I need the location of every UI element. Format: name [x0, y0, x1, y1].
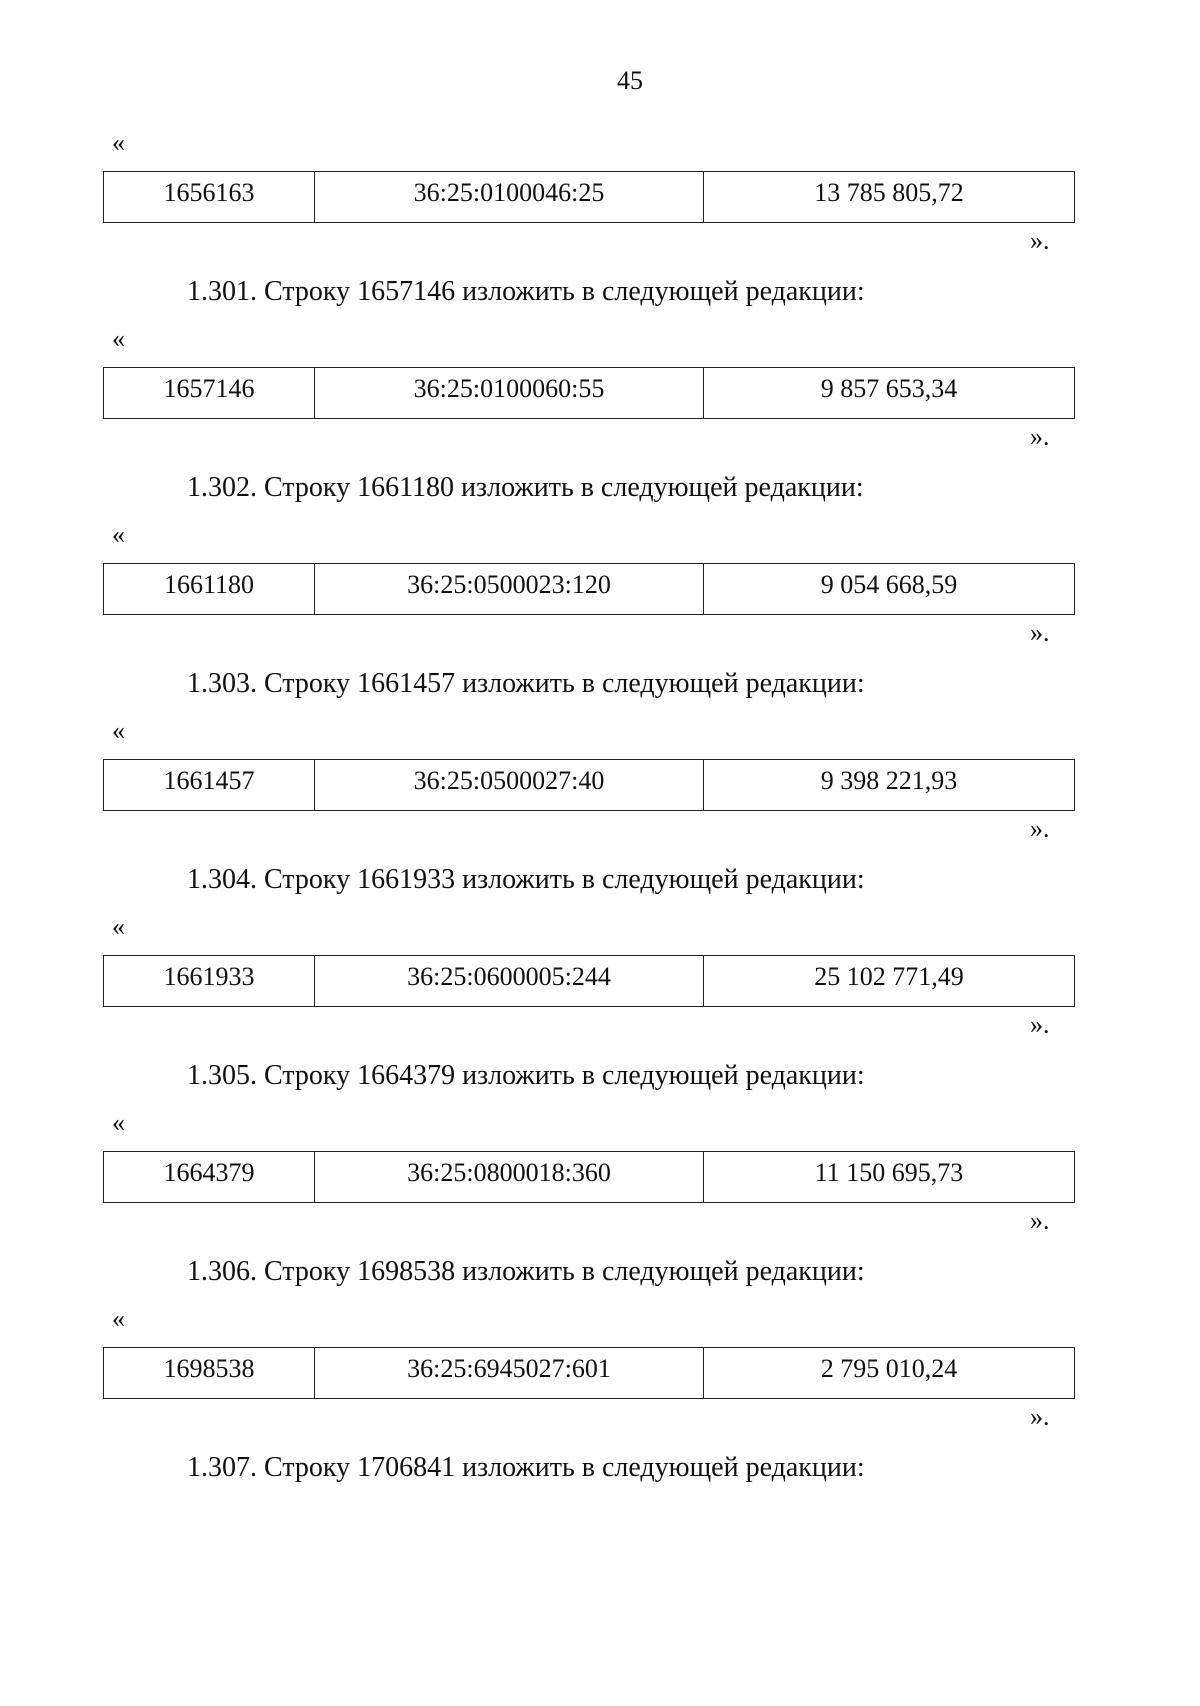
close-quote: ».: [1030, 422, 1050, 451]
amendment-instruction: 1.303. Строку 1661457 изложить в следующей редакции:: [187, 668, 865, 699]
close-quote: ».: [1030, 1402, 1050, 1431]
close-quote: ».: [1030, 814, 1050, 843]
open-quote: «: [112, 1108, 125, 1137]
cadastral-value-cell: 9 398 221,93: [704, 760, 1075, 811]
replacement-row-table: [103, 955, 1075, 1007]
amendment-instruction: 1.301. Строку 1657146 изложить в следующей редакции:: [187, 276, 865, 307]
table-row: [104, 1348, 1075, 1399]
cadastral-value-cell: 11 150 695,73: [704, 1152, 1075, 1203]
cadastral-number-cell: 36:25:0100046:25: [315, 172, 704, 223]
open-quote: «: [112, 912, 125, 941]
cadastral-value-cell: 2 795 010,24: [704, 1348, 1075, 1399]
replacement-row-table: [103, 171, 1075, 223]
row-number-cell: 1657146: [104, 368, 315, 419]
table-row: [104, 564, 1075, 615]
close-quote: ».: [1030, 1010, 1050, 1039]
cadastral-number-cell: 36:25:0500027:40: [315, 760, 704, 811]
row-number-cell: 1661180: [104, 564, 315, 615]
cadastral-number-cell: 36:25:0800018:360: [315, 1152, 704, 1203]
row-number-cell: 1656163: [104, 172, 315, 223]
amendment-instruction: 1.305. Строку 1664379 изложить в следующей редакции:: [187, 1060, 865, 1091]
cadastral-value-cell: 9 054 668,59: [704, 564, 1075, 615]
cadastral-value-cell: 25 102 771,49: [704, 956, 1075, 1007]
row-number-cell: 1661933: [104, 956, 315, 1007]
cadastral-number-cell: 36:25:6945027:601: [315, 1348, 704, 1399]
amendment-instruction: 1.306. Строку 1698538 изложить в следующей редакции:: [187, 1256, 865, 1287]
replacement-row-table: [103, 1151, 1075, 1203]
replacement-row-table: [103, 367, 1075, 419]
table-row: [104, 956, 1075, 1007]
cadastral-value-cell: 9 857 653,34: [704, 368, 1075, 419]
open-quote: «: [112, 1304, 125, 1333]
replacement-row-table: [103, 1347, 1075, 1399]
close-quote: ».: [1030, 226, 1050, 255]
open-quote: «: [112, 128, 125, 157]
row-number-cell: 1698538: [104, 1348, 315, 1399]
replacement-row-table: [103, 563, 1075, 615]
close-quote: ».: [1030, 1206, 1050, 1235]
page-number: 45: [617, 66, 643, 95]
cadastral-number-cell: 36:25:0500023:120: [315, 564, 704, 615]
amendment-instruction: 1.304. Строку 1661933 изложить в следующей редакции:: [187, 864, 865, 895]
row-number-cell: 1661457: [104, 760, 315, 811]
close-quote: ».: [1030, 618, 1050, 647]
open-quote: «: [112, 324, 125, 353]
cadastral-number-cell: 36:25:0600005:244: [315, 956, 704, 1007]
table-row: [104, 1152, 1075, 1203]
open-quote: «: [112, 716, 125, 745]
replacement-row-table: [103, 759, 1075, 811]
row-number-cell: 1664379: [104, 1152, 315, 1203]
amendment-instruction: 1.307. Строку 1706841 изложить в следующей редакции:: [187, 1452, 865, 1483]
table-row: [104, 368, 1075, 419]
cadastral-number-cell: 36:25:0100060:55: [315, 368, 704, 419]
open-quote: «: [112, 520, 125, 549]
cadastral-value-cell: 13 785 805,72: [704, 172, 1075, 223]
amendment-instruction: 1.302. Строку 1661180 изложить в следующей редакции:: [187, 472, 864, 503]
table-row: [104, 172, 1075, 223]
table-row: [104, 760, 1075, 811]
